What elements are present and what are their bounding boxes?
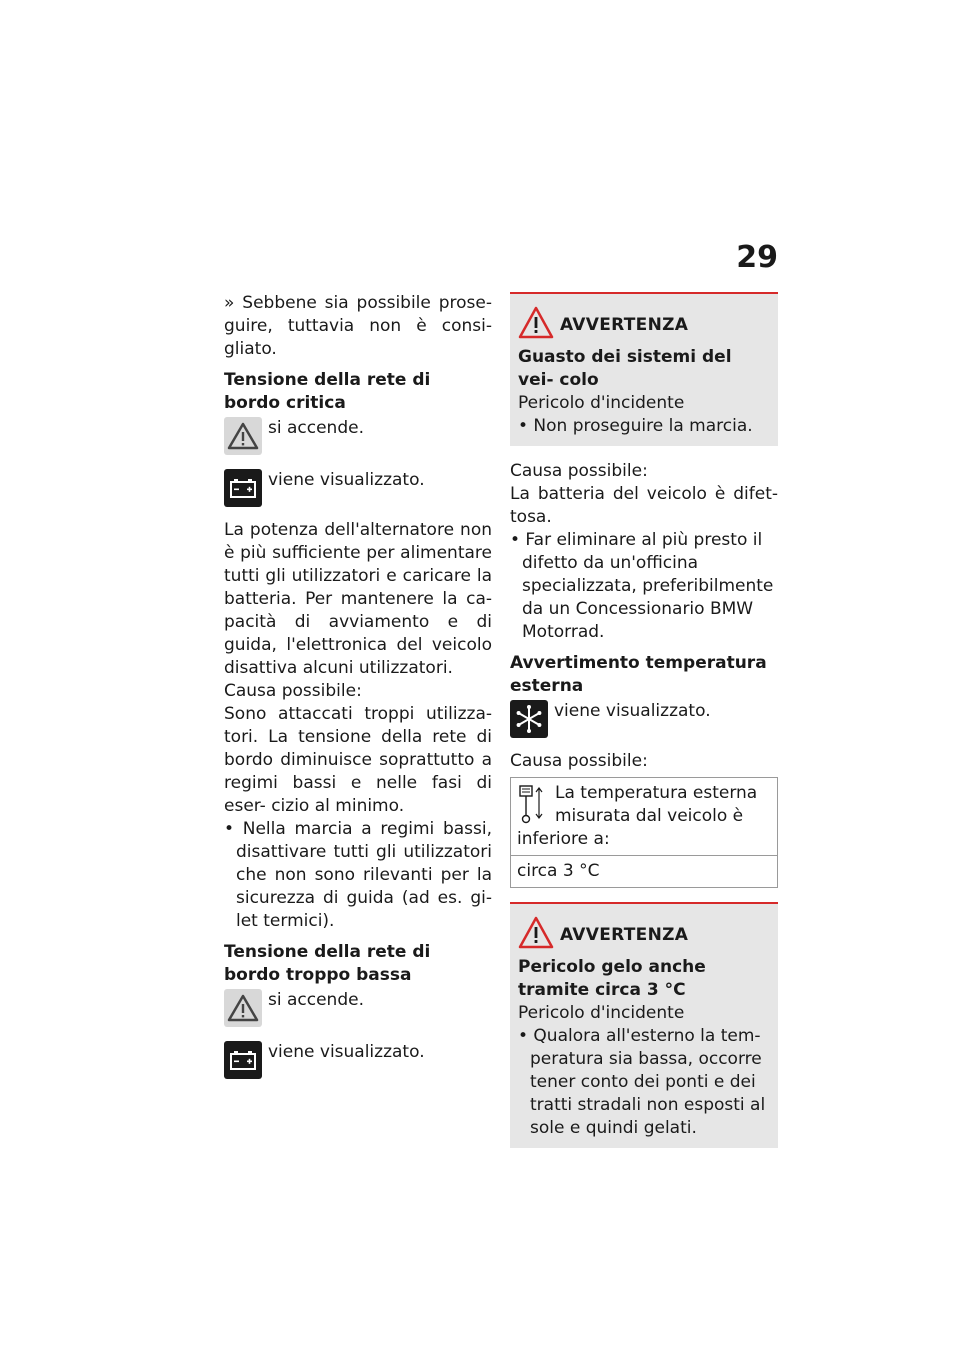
- warning-light-text-2: si accende.: [268, 990, 364, 1010]
- temp-cause-label: Causa possibile:: [510, 751, 648, 771]
- section-heading-low-voltage: Tensione della rete di bordo troppo bassa: [224, 942, 431, 985]
- warning-box-vehicle-systems: [510, 292, 778, 446]
- warning-heading-2: Pericolo gelo anche tramite circa 3 °C: [518, 957, 706, 1000]
- warning-subtitle: Pericolo d'incidente: [518, 393, 685, 413]
- temperature-value: circa 3 °C: [511, 856, 778, 888]
- cause-label-right: Causa possibile:: [510, 461, 648, 481]
- warning-sign-icon: [518, 306, 554, 340]
- general-warning-row: [224, 417, 492, 457]
- page-number: 29: [736, 240, 778, 275]
- thermometer-icon: [517, 782, 555, 828]
- warning-sign-icon: [518, 916, 554, 950]
- section-heading-outside-temperature: Avvertimento temperatura esterna: [510, 653, 767, 696]
- general-warning-row-2: [224, 989, 492, 1029]
- warning-light-text: si accende.: [268, 418, 364, 438]
- warning-heading: Guasto dei sistemi del vei- colo: [518, 347, 732, 390]
- warning-title: AVVERTENZA: [560, 315, 689, 335]
- battery-display-text-2: viene visualizzato.: [268, 1042, 425, 1062]
- left-column: [224, 292, 492, 1081]
- alternator-paragraph: La potenza dell'alternatore non è più sufficiente per alimentare tutti gli utilizzatori e caricare la batteria. Per mantenere la ca- pacità di avviamento e di guida, l'elettronica del veicolo disattiva alcuni utilizzatori.: [224, 520, 492, 678]
- section-heading-critical-voltage: Tensione della rete di bordo critica: [224, 370, 431, 413]
- battery-row-2: [224, 1041, 492, 1081]
- warning-header: [518, 306, 770, 346]
- warning-box-frost: [510, 902, 778, 1148]
- temperature-table: [510, 777, 778, 888]
- battery-icon: [224, 1041, 262, 1079]
- bullet-low-rpm: • Nella marcia a regimi bassi, disattivare tutti gli utilizzatori che non sono rilevanti per la sicurezza di guida (ad es. gi- let termici).: [224, 819, 492, 931]
- warning-header-2: [518, 916, 770, 956]
- temperature-table-text-cell: [511, 778, 778, 856]
- temperature-table-text: La temperatura esterna misurata dal veicolo è inferiore a:: [517, 783, 758, 849]
- cause-text-right: La batteria del veicolo è difet- tosa.: [510, 484, 778, 527]
- warning-bullet-2: • Qualora all'esterno la tem- peratura sia bassa, occorre tener conto dei ponti e dei tratti stradali non esposti al sole e quindi gelati.: [518, 1026, 766, 1138]
- warning-triangle-icon: [224, 989, 262, 1027]
- snowflake-icon: [510, 700, 548, 738]
- battery-icon: [224, 469, 262, 507]
- bullet-workshop: • Far eliminare al più presto il difetto da un'officina specializzata, preferibilmente da un Concessionario BMW Motorrad.: [510, 530, 774, 642]
- warning-title-2: AVVERTENZA: [560, 925, 689, 945]
- frost-row: [510, 700, 778, 740]
- cause-label: Causa possibile:: [224, 681, 362, 701]
- right-column: [510, 292, 778, 1148]
- warning-triangle-icon: [224, 417, 262, 455]
- continue-text: » Sebbene sia possibile prose- guire, tuttavia non è consi- gliato.: [224, 293, 492, 359]
- frost-display-text: viene visualizzato.: [554, 701, 711, 721]
- cause-text: Sono attaccati troppi utilizza- tori. La tensione della rete di bordo diminuisce soprattutto a regimi bassi e nelle fasi di eser- cizio al minimo.: [224, 704, 492, 816]
- battery-display-text: viene visualizzato.: [268, 470, 425, 490]
- warning-bullet: • Non proseguire la marcia.: [518, 416, 753, 436]
- warning-subtitle-2: Pericolo d'incidente: [518, 1003, 685, 1023]
- battery-row: [224, 469, 492, 509]
